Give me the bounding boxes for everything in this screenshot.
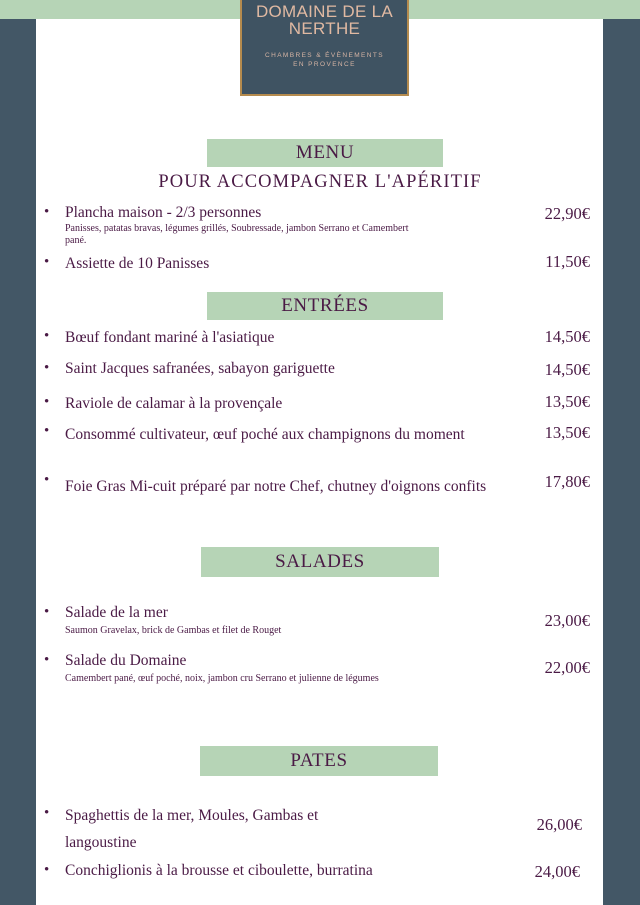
bullet: • (44, 805, 50, 821)
menu-item (65, 603, 520, 637)
item-desc: Panisses, patatas bravas, légumes grillés, Soubressade, jambon Serrano et Camembert pané. (65, 223, 409, 246)
entrees-heading: ENTRÉES (207, 292, 443, 320)
item-price: 23,00€ (544, 611, 590, 630)
item-price: 22,90€ (544, 204, 590, 223)
bullet: • (44, 604, 50, 620)
logo-name: DOMAINE DE LA NERTHE (255, 2, 394, 38)
menu-item: Conchiglionis à la brousse et ciboulette, burratina (65, 862, 373, 879)
pates-heading: PATES (200, 746, 438, 776)
menu-item (65, 203, 520, 247)
bullet: • (44, 652, 50, 668)
item-price: 17,80€ (544, 472, 590, 491)
menu-item: Consommé cultivateur, œuf poché aux champignons du moment (65, 426, 465, 443)
item-price: 26,00€ (536, 815, 582, 834)
bullet: • (44, 472, 50, 488)
bullet: • (44, 862, 50, 878)
aperitif-heading: POUR ACCOMPAGNER L'APÉRITIF (158, 172, 482, 192)
menu-item: Foie Gras Mi-cuit préparé par notre Chef, chutney d'oignons confits (65, 478, 487, 495)
item-desc: Camembert pané, œuf poché, noix, jambon cru Serrano et julienne de légumes (65, 673, 379, 684)
item-price: 11,50€ (545, 252, 590, 271)
left-border-band (0, 0, 36, 905)
bullet: • (44, 360, 50, 376)
item-name: Salade de la mer (65, 604, 168, 621)
item-name: Plancha maison - 2/3 personnes (65, 204, 262, 221)
item-price: 13,50€ (544, 392, 590, 411)
menu-heading: MENU (207, 139, 443, 167)
item-price: 14,50€ (544, 327, 590, 346)
item-price: 13,50€ (544, 423, 590, 442)
item-desc: Saumon Gravelax, brick de Gambas et filet de Rouget (65, 625, 282, 636)
salades-heading: SALADES (201, 547, 439, 577)
menu-item: Bœuf fondant mariné à l'asiatique (65, 329, 275, 346)
bullet: • (44, 423, 50, 439)
logo (240, 0, 409, 96)
menu-item: Spaghettis de la mer, Moules, Gambas et langoustine (65, 807, 319, 851)
menu-item: Raviole de calamar à la provençale (65, 395, 283, 412)
right-border-band (603, 0, 640, 905)
menu-item: Saint Jacques safranées, sabayon gariguette (65, 360, 335, 377)
logo-tagline: CHAMBRES & ÉVÈNEMENTS (265, 52, 384, 59)
item-name: Salade du Domaine (65, 652, 187, 669)
item-price: 24,00€ (534, 862, 580, 881)
bullet: • (44, 254, 50, 270)
bullet: • (44, 328, 50, 344)
bullet: • (44, 394, 50, 410)
item-price: 22,00€ (544, 658, 590, 677)
logo-location: EN PROVENCE (293, 61, 356, 68)
item-price: 14,50€ (544, 360, 590, 379)
bullet: • (44, 204, 50, 220)
menu-item (65, 651, 535, 685)
menu-item: Assiette de 10 Panisses (65, 255, 210, 272)
